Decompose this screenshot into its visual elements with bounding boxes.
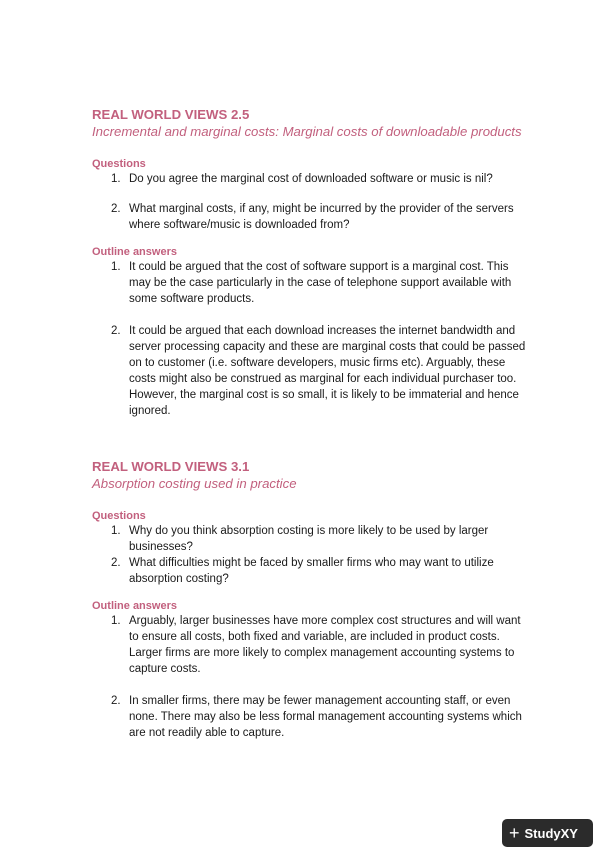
section-subtitle: Absorption costing used in practice xyxy=(92,476,297,491)
section-real-world-views-2-5 xyxy=(92,106,532,419)
questions-list xyxy=(92,171,532,233)
list-item: 1. Do you agree the marginal cost of downloaded software or music is nil? xyxy=(111,173,493,185)
list-item: 1. It could be argued that the cost of software support is a marginal cost. This may be the case particularly in the case of telephone support available with some software products. xyxy=(111,261,512,305)
list-item: 2. What difficulties might be faced by smaller firms who may want to utilize absorption costing? xyxy=(111,557,494,585)
section-title: REAL WORLD VIEWS 3.1 xyxy=(92,459,250,474)
list-item: 1. Arguably, larger businesses have more complex cost structures and will want to ensure all costs, both fixed and variable, are included in product costs. Larger firms are more likely to complex management accounting systems to capture costs. xyxy=(111,615,521,675)
list-item: 2. What marginal costs, if any, might be incurred by the provider of the servers where software/music is downloaded from? xyxy=(111,203,514,231)
list-item: 2. In smaller firms, there may be fewer management accounting staff, or even none. There may also be less formal management accounting systems which are not readily able to capture. xyxy=(111,695,522,739)
answers-list xyxy=(92,259,532,419)
questions-list xyxy=(92,523,532,587)
plus-icon: + xyxy=(509,823,520,843)
logo-text: StudyXY xyxy=(524,825,578,841)
section-subtitle: Incremental and marginal costs: Marginal costs of downloadable products xyxy=(92,124,522,139)
list-item: 1. Why do you think absorption costing is more likely to be used by larger businesses? xyxy=(111,525,489,553)
answers-list xyxy=(92,613,532,741)
answers-label: Outline answers xyxy=(92,600,177,612)
section-title: REAL WORLD VIEWS 2.5 xyxy=(92,107,250,122)
answers-label: Outline answers xyxy=(92,246,177,258)
list-item: 2. It could be argued that each download increases the internet bandwidth and server processing capacity and these are marginal costs that could be passed on to customer (i.e. software developers, music firms etc). Arguably, these costs might also be construed as marginal for each individual purchaser too. However, the marginal cost is so small, it is likely to be immaterial and hence ignored. xyxy=(111,325,526,417)
questions-label: Questions xyxy=(92,510,146,522)
studyxy-logo xyxy=(502,819,593,847)
section-real-world-views-3-1 xyxy=(92,458,532,741)
questions-label: Questions xyxy=(92,158,146,170)
